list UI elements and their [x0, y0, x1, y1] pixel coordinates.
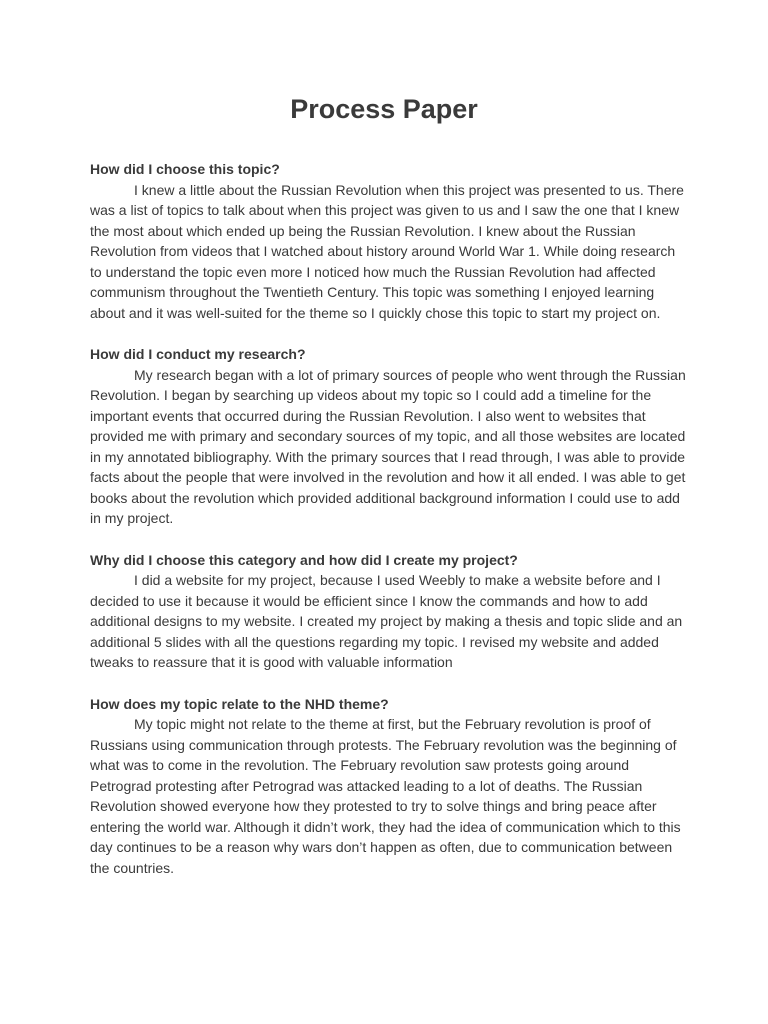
page-title: Process Paper: [290, 94, 478, 124]
section-paragraph: My research began with a lot of primary sources of people who went through the Russian Revolution. I began by searching up videos about my topic so I could add a timeline for the important events that occurred during the Russian Revolution. I also went to websites that provided me with primary and secondary sources of my topic, and all those websites are located in my annotated bibliography. With the primary sources that I read through, I was able to provide facts about the people that were involved in the revolution and how it all ended. I was able to get books about the revolution which provided additional background information I could use to add in my project.: [90, 366, 686, 526]
section-heading: How did I choose this topic?: [90, 161, 280, 177]
section-paragraph: I did a website for my project, because I used Weebly to make a website before and I decided to use it because it would be efficient since I know the commands and how to add additional designs to my website. I created my project by making a thesis and topic slide and an additional 5 slides with all the questions regarding my topic. I revised my website and added tweaks to reassure that it is good with valuable information: [90, 572, 683, 670]
section-choose-topic: [90, 159, 690, 323]
section-paragraph: I knew a little about the Russian Revolution when this project was presented to us. There was a list of topics to talk about when this project was given to us and I saw the one that I knew the most about which ended up being the Russian Revolution. I knew about the Russian Revolution from videos that I watched about history around World War 1. While doing research to understand the topic even more I noticed how much the Russian Revolution had affected communism throughout the Twentieth Century. This topic was something I enjoyed learning about and it was well-suited for the theme so I quickly chose this topic to start my project on.: [90, 181, 684, 321]
section-category: [90, 550, 690, 673]
section-heading: How does my topic relate to the NHD theme?: [90, 695, 389, 712]
section-conduct-research: [90, 344, 690, 529]
section-heading: How did I conduct my research?: [90, 346, 306, 362]
section-nhd-theme: [90, 694, 690, 879]
section-heading: Why did I choose this category and how did I create my project?: [90, 551, 518, 568]
document-body: [90, 159, 690, 899]
section-paragraph: My topic might not relate to the theme at first, but the February revolution is proof of Russians using communication through protests. The February revolution was the beginning of what was to come in the revolution. The February revolution saw protests going around Petrograd protesting after Petrograd was attacked leading to a lot of deaths. The Russian Revolution showed everyone how they protested to try to solve things and bring peace after entering the world war. Although it didn’t work, they had the idea of communication which to this day continues to be a reason why wars don’t happen as often, due to communication between the countries.: [90, 716, 681, 876]
